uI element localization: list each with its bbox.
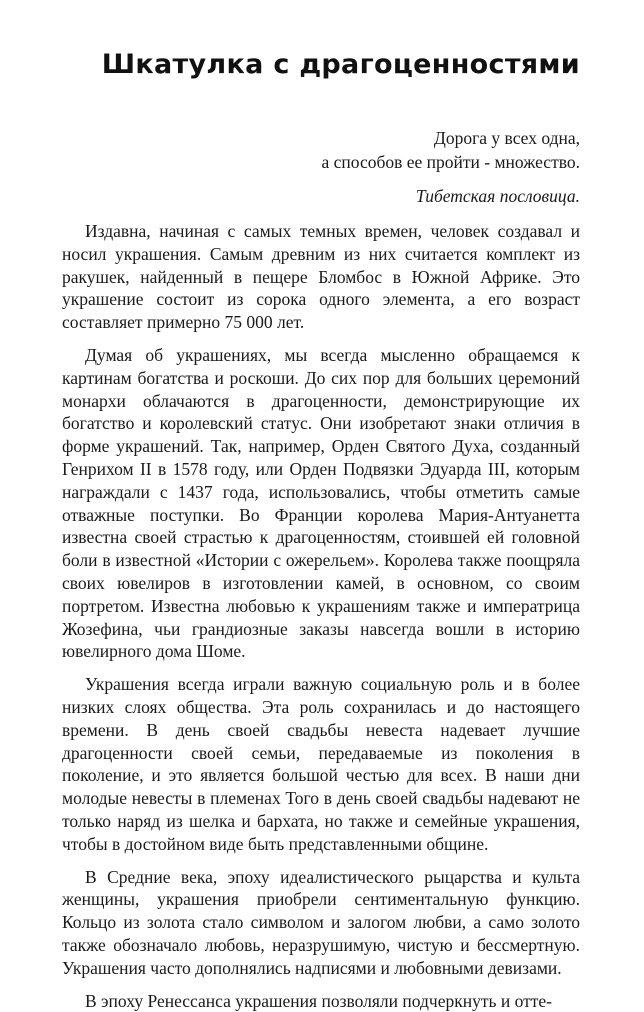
paragraph-2: Думая об украшениях, мы всегда мысленно обращаемся к картинам богатства и роскоши. До сих пор для больших церемоний монархи облачаются в драгоценности, демонстрирующие их богатство и королевский статус. Они изобретают знаки отличия в форме украшений. Так, например, Орден Святого Духа, созданный Генрихом II в 1578 году, или Орден Подвязки Эдуарда III, которым награждали с 1437 года, использовались, чтобы отметить самые отважные поступки. Во Франции королева Мария-Антуанетта известна своей страстью к драгоценностям, стоившей ей головной боли в известной «Истории с ожерельем». Королева также поощряла своих ювелиров в изготовлении камей, в основном, со своим портретом. Известна любовью к украшениям также и императрица Жозефина, чьи грандиозные заказы навсегда вошли в историю ювелирного дома Шоме. <box>62 344 580 663</box>
epigraph-line-1: Дорога у всех одна, <box>62 126 580 150</box>
epigraph <box>62 126 580 208</box>
paragraph-1: Издавна, начиная с самых темных времен, человек создавал и носил украшения. Самым древним из них считается комплект из ракушек, найденный в пещере Бломбос в Южной Африке. Это украшение состоит из сорока одного элемента, а его возраст составляет примерно 75 000 лет. <box>62 220 580 334</box>
chapter-title: Шкатулка с драгоценностями <box>62 0 580 82</box>
paragraph-4: В Средние века, эпоху идеалистического рыцарства и культа женщины, украшения приобрели сентиментальную функцию. Кольцо из золота стало символом и залогом любви, а само золото также обозначало любовь, неразрушимую, чистую и бессмертную. Украшения часто дополнялись надписями и любовными девизами. <box>62 866 580 980</box>
epigraph-line-2: а способов ее пройти - множество. <box>62 150 580 174</box>
paragraph-5: В эпоху Ренессанса украшения позволяли подчеркнуть и отте- <box>62 990 580 1012</box>
paragraph-3: Украшения всегда играли важную социальную роль и в более низких слоях общества. Эта роль сохранилась и до настоящего времени. В день своей свадьбы невеста надевает лучшие драгоценности своей семьи, передаваемые из поколения в поколение, и это является большой честью для всех. В наши дни молодые невесты в племенах Того в день своей свадьбы надевают не только наряд из шелка и бархата, но также и семейные украшения, чтобы в достойном виде быть представленными общине. <box>62 673 580 855</box>
epigraph-source: Тибетская пословица. <box>62 184 580 208</box>
chapter-body <box>62 220 580 1012</box>
